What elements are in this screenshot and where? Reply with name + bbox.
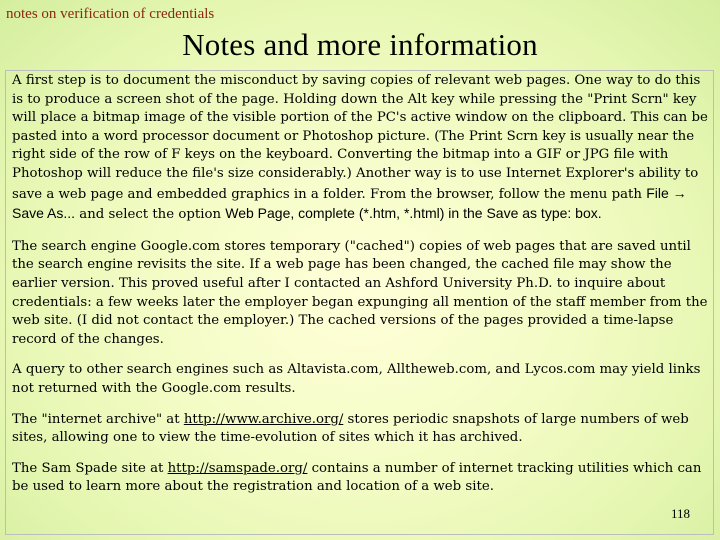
paragraph-text: The "internet archive" at (12, 411, 184, 427)
page-title: Notes and more information (182, 27, 538, 62)
paragraph-internet-archive (12, 411, 710, 448)
save-as-type-label: Save as type: (486, 205, 572, 222)
archive-link[interactable]: http://www.archive.org/ (183, 411, 344, 427)
header-note: notes on verification of credentials (6, 6, 215, 22)
content-body (12, 72, 710, 509)
page-number: 118 (670, 506, 690, 521)
menu-path: File → Save As... (12, 184, 687, 222)
paragraph-sam-spade (12, 460, 710, 497)
paragraph-text: stores periodic snapshots of large numbers of web sites, allowing one to view the time-evolution of sites which it has archived. (12, 411, 689, 446)
save-option: Web Page, complete (*.htm, *.html) (225, 205, 445, 222)
paragraph-text: and select the option (75, 207, 226, 223)
samspade-link[interactable]: http://samspade.org/ (167, 460, 308, 476)
paragraph-other-search-engines: A query to other search engines such as Altavista.com, Alltheweb.com, and Lycos.com may yield links not returned with the Google.com results. (12, 362, 701, 396)
paragraph-screenshot-tips (12, 72, 710, 225)
paragraph-google-cache: The search engine Google.com stores temporary ("cached") copies of web pages that are saved until the search engine revisits the site. If a web page has been changed, the cached file may show the earlier version. This proved useful after I contacted an Ashford University Ph.D. to inquire about credentials: a few weeks later the employer began expunging all mention of the staff member from the web site. (I did not contact the employer.) The cached versions of the pages provided a time-lapse record of the changes. (12, 238, 708, 347)
paragraph-text: contains a number of internet tracking utilities which can be used to learn more about the registration and location of a web site. (12, 460, 702, 495)
paragraph-text: in the (444, 205, 487, 222)
paragraph-text: box. (571, 205, 602, 222)
paragraph-text: A first step is to document the misconduct by saving copies of relevant web pages. One way to do this is to produce a screen shot of the page. Holding down the Alt key while pressing the "Print Scrn" key will place a bitmap image of the visible portion of the PC's active window on the clipboard. This can be pasted into a word processor document or Photoshop picture. (The Print Scrn key is usually near the right side of the row of F keys on the keyboard. Converting the bitmap into a GIF or JPG file with Photoshop will reduce the file's size considerably.) Another way is to use Internet Explorer's ability to save a web page and embedded graphics in a folder. From the browser, follow the menu path (12, 73, 708, 202)
paragraph-text: The Sam Spade site at (12, 460, 168, 476)
